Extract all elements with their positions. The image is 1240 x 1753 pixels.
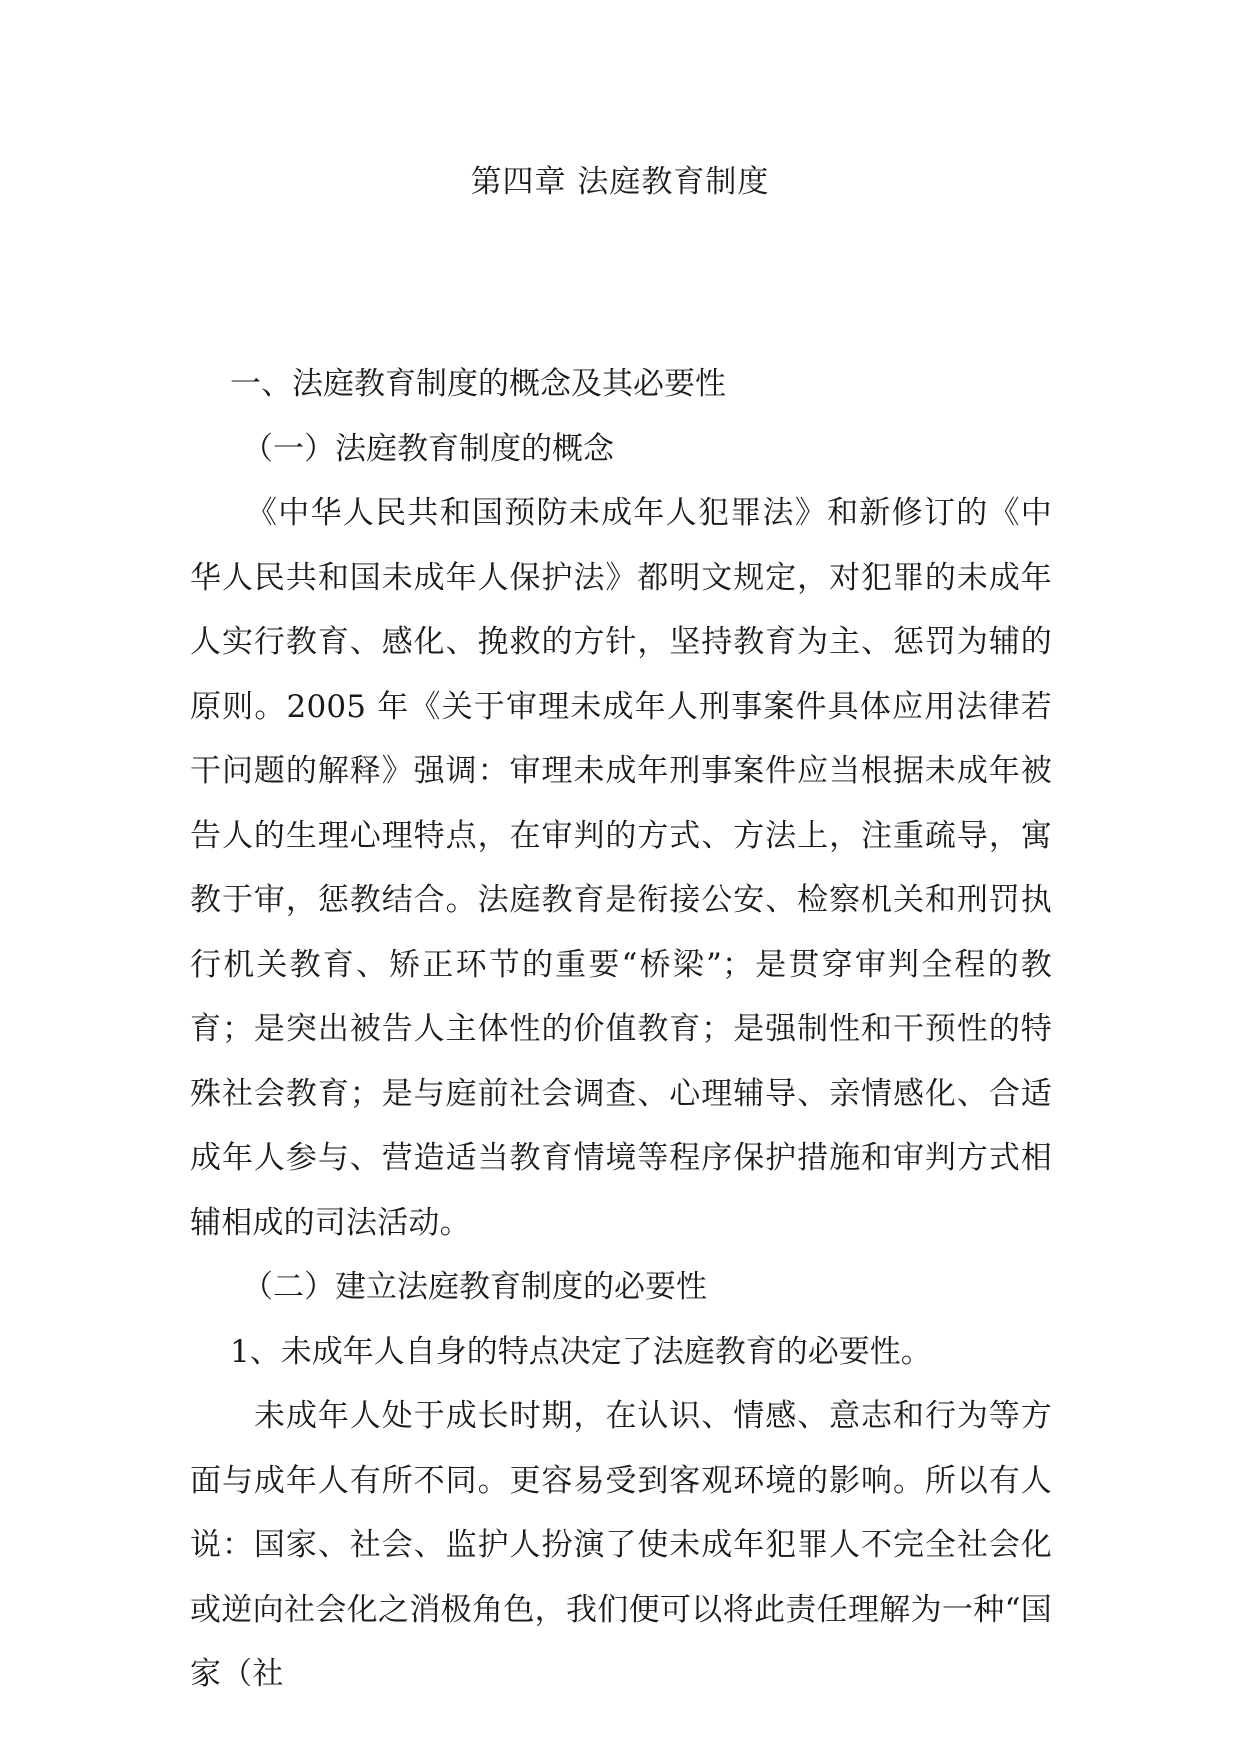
chapter-title: 第四章 法庭教育制度	[470, 164, 770, 200]
paragraph-concept: 《中华人民共和国预防未成年人犯罪法》和新修订的《中华人民共和国未成年人保护法》都明文规定，对犯罪的未成年人实行教育、感化、挽救的方针，坚持教育为主、惩罚为辅的原则。2005 年《关于审理未成年人刑事案件具体应用法律若干问题的解释》强调：审理未成年刑事案件应当根据未成年被告人的生理心理特点，在审判的方式、方法上，注重疏导，寓教于审，惩教结合。法庭教育是衔接公安、检察机关和刑罚执行机关教育、矫正环节的重要“桥梁”；是贯穿审判全程的教育；是突出被告人主体性的价值教育；是强制性和干预性的特殊社会教育；是与庭前社会调查、心理辅导、亲情感化、合适成年人参与、营造适当教育情境等程序保护措施和审判方式相辅相成的司法活动。	[190, 495, 1052, 1241]
section-heading: 一、法庭教育制度的概念及其必要性	[230, 366, 726, 402]
document-body	[190, 352, 1052, 1707]
subsection-heading-necessity: （二）建立法庭教育制度的必要性	[242, 1269, 707, 1305]
paragraph-minors: 未成年人处于成长时期，在认识、情感、意志和行为等方面与成年人有所不同。更容易受到客观环境的影响。所以有人说：国家、社会、监护人扮演了使未成年犯罪人不完全社会化或逆向社会化之消极角色，我们便可以将此责任理解为一种“国家（社	[190, 1398, 1052, 1692]
subsection-heading-concept: （一）法庭教育制度的概念	[242, 430, 614, 467]
numbered-item: 1、未成年人自身的特点决定了法庭教育的必要性。	[230, 1333, 932, 1370]
